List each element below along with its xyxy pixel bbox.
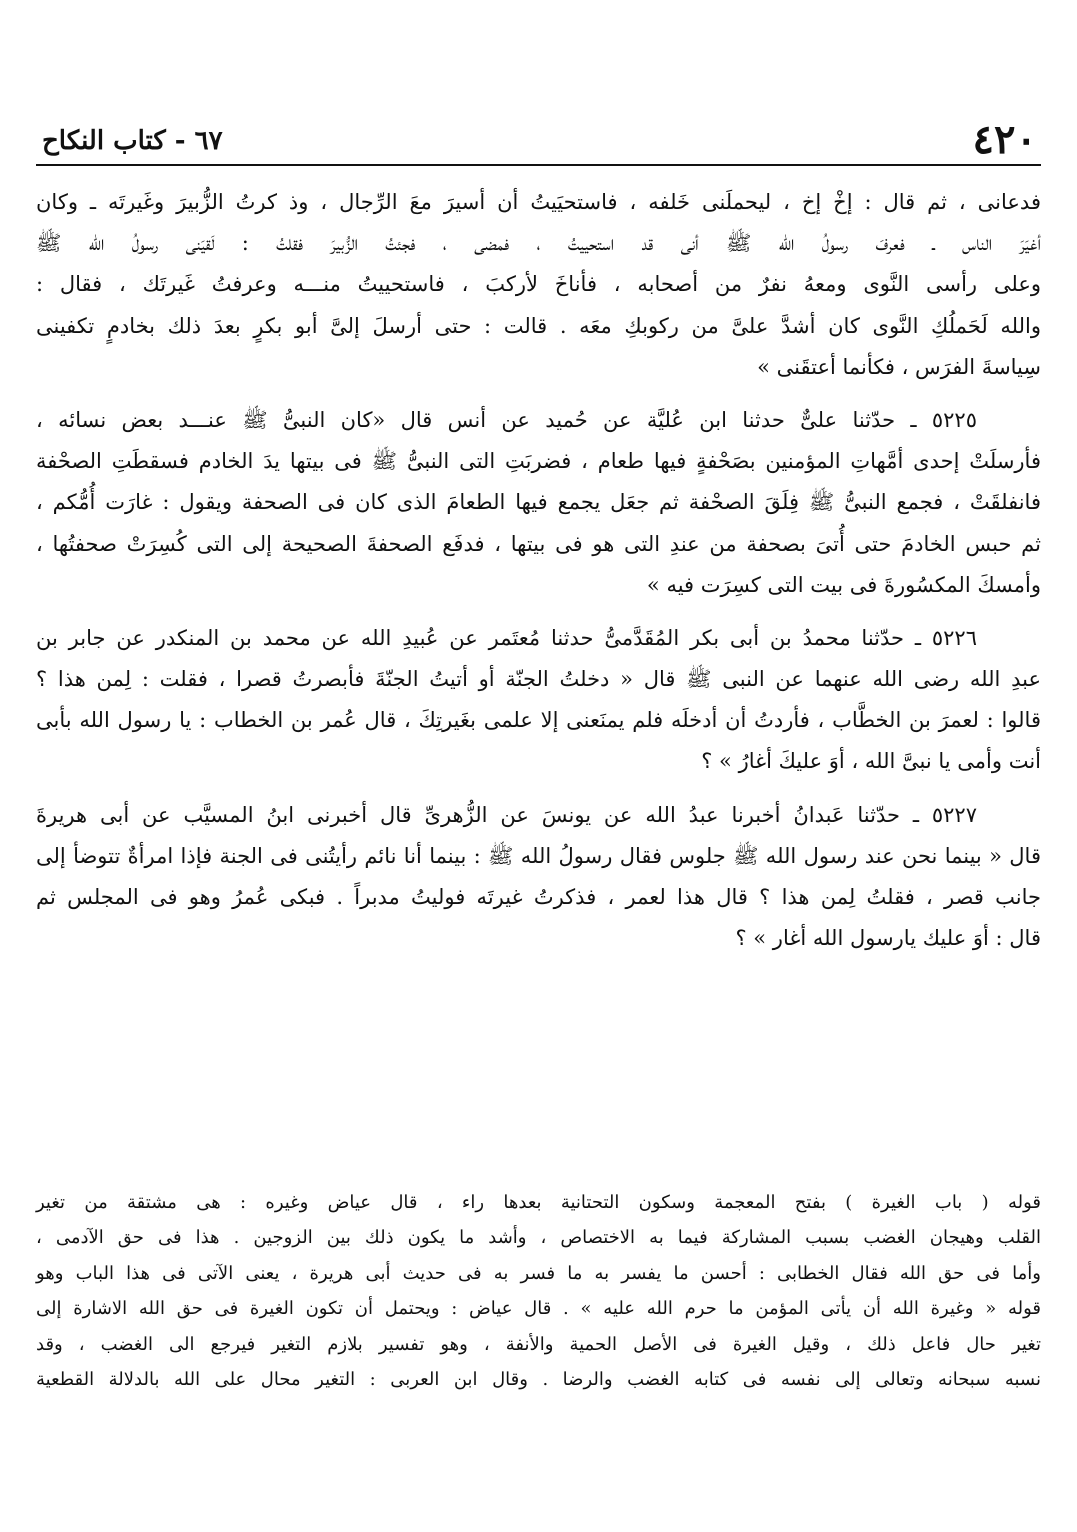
commentary-line: قوله ( باب الغيرة ) بفتح المعجمة وسكون التحتانية بعدها راء ، قال عياض وغيره : هى مشتقة من تغير: [36, 1192, 1041, 1213]
commentary-line: تغير حال فاعل ذلك ، وقيل الغيرة فى الأصل الحمية والأنفة ، وهو تفسير بلازم التغير فيرجع الى الغضب ، وقد: [36, 1333, 1041, 1355]
text-line: ٥٢٢٦ ـ حدّثنا محمدُ بن أبى بكر المُقَدَّمىُّ حدثنا مُعتَمر عن عُبيدِ الله عن محمد بن المنكدر عن جابر بن: [36, 625, 977, 650]
hadith-5225: [36, 400, 1041, 606]
text-line: أغيَرَ الناس ـ فعرفَ رسولُ الله ﷺ أنى قد استحييتُ ، فمضى ، فجئتُ الزُّبيرَ فقلتُ : لَقيَنى رسولُ الله ﷺ: [36, 231, 1041, 256]
text-line: والله لَحَملُكِ النَّوى كان أشدَّ علىَّ من ركوبكِ معَه . قالت : حتى أرسلَ إلىَّ أبو بكرٍ بعدَ ذلك بخادمٍ تكفينى: [36, 313, 1041, 338]
text-line: عبدِ الله رضى الله عنهما عن النبى ﷺ قال « دخلتُ الجنّة أو أتيتُ الجنّةَ فأبصرتُ قصرا ، فقلت : لِمن هذا ؟: [36, 667, 1041, 692]
text-line: سِياسةَ الفرَس ، فكأنما أعتقَنى »: [757, 354, 1041, 379]
running-title: ٦٧ - كتاب النكاح: [42, 126, 223, 156]
hadith-5227: [36, 795, 1041, 960]
text-line: جانب قصر ، فقلتُ لِمن هذا ؟ قال هذا لعمر ، فذكرتُ غيرتَه فوليتُ مدبراً . فبكى عُمرُ وهو فى المجلس ثم: [36, 885, 1041, 909]
text-line: وأمسكَ المكسُورةَ فى بيت التى كسِرَت فيه »: [646, 572, 1041, 597]
commentary-line: نسبه سبحانه وتعالى إلى نفسه فى كتابه الغضب والرضا . وقال ابن العربى : التغير محال على الله بالدلالة القطعية: [36, 1368, 1041, 1390]
hadith-text: [36, 182, 1041, 959]
text-line: فدعانى ، ثم قال : إخْ إخ ، ليحملَنى خَلفه ، فاستحيَيتُ أن أسيرَ معَ الرِّجال ، وذ كرتُ الزُّبيرَ وغَيرتَه ـ وكان: [36, 190, 1041, 214]
text-line: وعلى رأسى النَّوى ومعهُ نفرٌ من أصحابه ، فأناخَ لأركبَ ، فاستحييتُ منـــه وعرفتُ غَيرتَك ، فقال :: [36, 272, 1041, 297]
header-rule: [36, 164, 1041, 166]
commentary-section: [36, 1185, 1041, 1397]
text-line: قالوا : لعمرَ بن الخطَّاب ، فأردتُ أن أدخلَه فلم يمنَعنى إلا علمى بغَيرتِكَ ، قال عُمر بن الخطاب : يا رسول الله بأبى: [36, 708, 1041, 733]
page-number: ٤٢٠: [972, 116, 1037, 163]
text-line: فأرسلَتْ إحدى أمَّهاتِ المؤمنين بصَحْفةٍ فيها طعام ، فضربَتِ التى النبىُّ ﷺ فى بيتها يدَ الخادم فسقطَتِ الصحْفة: [36, 449, 1041, 474]
text-line: أنت وأمى يا نبىَّ الله ، أوَ عليكَ أغارُ » ؟: [701, 749, 1041, 774]
hadith-5226: [36, 618, 1041, 783]
commentary-line: القلب وهيجان الغضب بسبب المشاركة فيما به الاختصاص ، وأشد ما يكون ذلك بين الزوجين . هذا فى حق الآدمى ،: [36, 1227, 1041, 1249]
book-page: [36, 100, 1041, 1500]
commentary-line: قوله « وغيرة الله أن يأتى المؤمن ما حرم الله عليه » . قال عياض : ويحتمل أن تكون الغيرة فى حق الله الاشارة إلى: [36, 1298, 1041, 1320]
text-line: ٥٢٢٧ ـ حدّثنا عَبدانُ أخبرنا عبدُ الله عن يونسَ عن الزُّهرىِّ قال أخبرنى ابنُ المسيَّب عن أبى هريرةَ: [36, 802, 977, 827]
page-header: [36, 100, 1041, 163]
text-line: قال : أوَ عليك يارسول الله أغار » ؟: [735, 926, 1041, 951]
text-line: ٥٢٢٥ ـ حدّثنا علىٌّ حدثنا ابن عُليَّة عن حُميد عن أنس قال «كان النبىُّ ﷺ عنـــد بعض نسائه ،: [36, 407, 977, 432]
text-line: قال « بينما نحن عند رسول الله ﷺ جلوس فقال رسولُ الله ﷺ : بينما أنا نائم رأيتُنى فى الجنة فإذا امرأةٌ تتوضأ إلى: [36, 843, 1041, 868]
paragraph-continuation: [36, 182, 1041, 388]
commentary-line: وأما فى حق الله فقال الخطابى : أحسن ما يفسر به ما فسر به فى حديث أبى هريرة ، يعنى الآتى فى هذا الباب وهو: [36, 1262, 1041, 1284]
text-line: فانفلقَتْ ، فجمع النبىُّ ﷺ فِلَقَ الصحْفة ثم جعَل يجمع فيها الطعامَ الذى كان فى الصحفة ويقول : غارَت أُمُّكم ،: [36, 490, 1041, 515]
text-line: ثم حبس الخادمَ حتى أُتىَ بصحفة من عندِ التى هو فى بيتها ، فدفَع الصحفةَ الصحيحة إلى التى كُسِرَتْ صحفتُها ،: [36, 531, 1041, 556]
